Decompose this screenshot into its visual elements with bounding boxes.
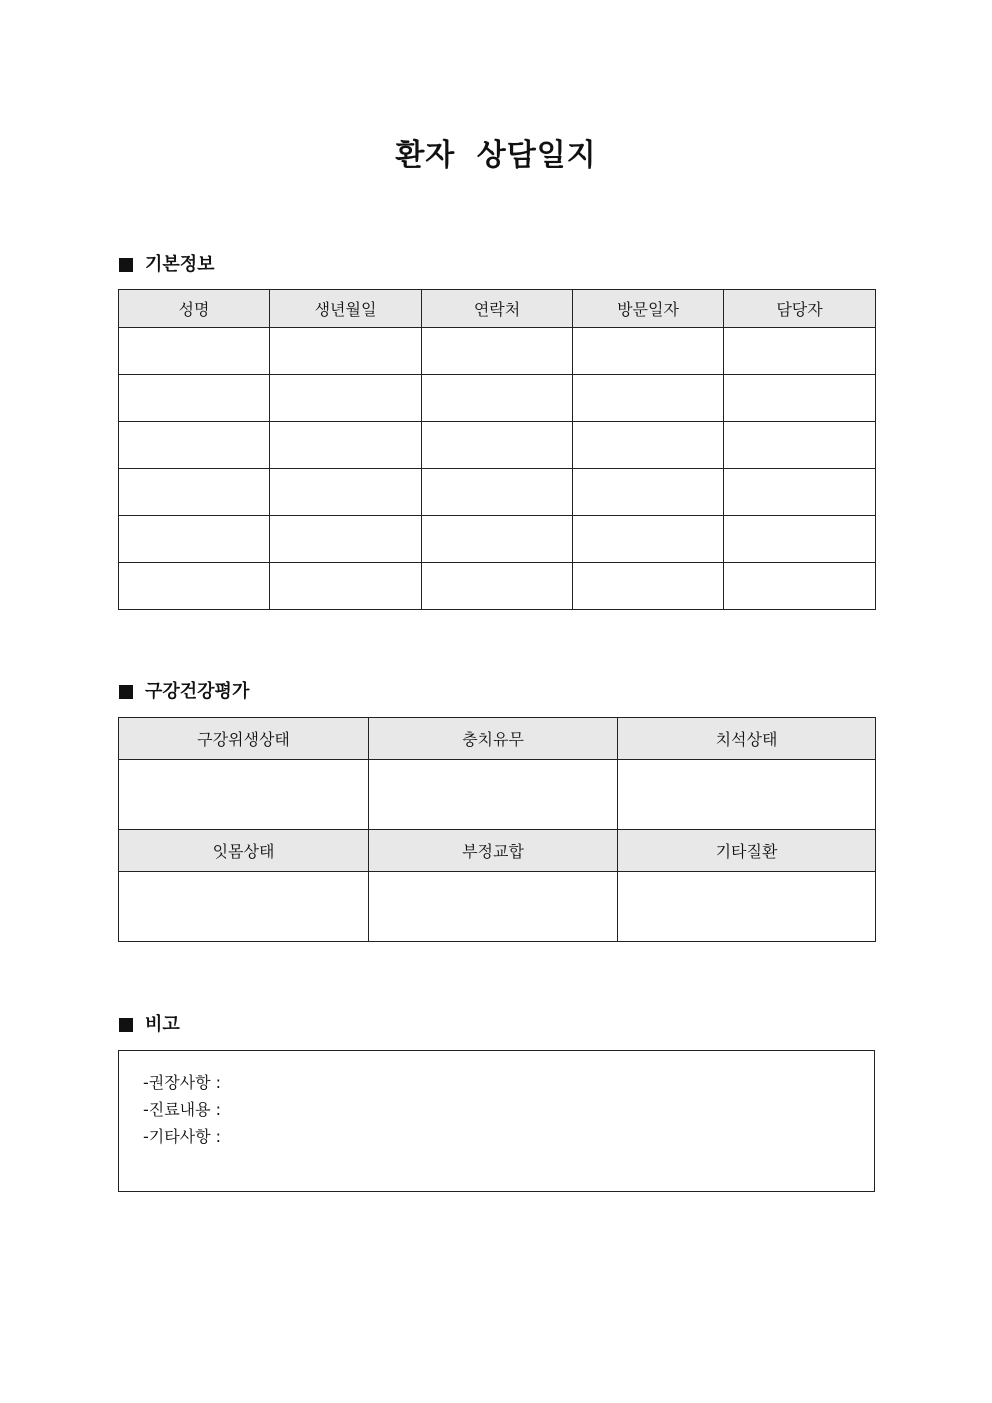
section-heading-label: 기본정보: [145, 254, 215, 275]
table-row: [119, 328, 876, 375]
table-cell[interactable]: [422, 328, 573, 375]
table-cell[interactable]: [573, 375, 724, 422]
section-heading-oral-health: [119, 680, 249, 704]
table-row: [119, 469, 876, 516]
section-heading-label: 비고: [145, 1014, 180, 1035]
table-cell[interactable]: [270, 516, 422, 563]
table-cell[interactable]: [422, 563, 573, 610]
remarks-line-recommendations: -권장사항 :: [143, 1073, 222, 1092]
table-row: [119, 516, 876, 563]
table-cell[interactable]: [119, 760, 369, 830]
table-cell[interactable]: [119, 872, 369, 942]
table-cell[interactable]: [618, 872, 876, 942]
table-row: [119, 422, 876, 469]
table-cell[interactable]: [724, 563, 876, 610]
table-cell[interactable]: [573, 422, 724, 469]
basic-info-table: [118, 289, 876, 610]
remarks-line-other: -기타사항 :: [143, 1127, 222, 1146]
table-cell[interactable]: [573, 516, 724, 563]
table-cell[interactable]: [422, 422, 573, 469]
table-cell[interactable]: [724, 422, 876, 469]
table-row: [119, 872, 876, 942]
table-cell[interactable]: [270, 375, 422, 422]
remarks-line-treatment: -진료내용 :: [143, 1100, 222, 1119]
column-header-tartar: 치석상태: [618, 718, 876, 760]
table-cell[interactable]: [724, 469, 876, 516]
table-header-row: [119, 290, 876, 328]
table-cell[interactable]: [119, 375, 270, 422]
table-cell[interactable]: [422, 375, 573, 422]
column-header-birthdate: 생년월일: [270, 290, 422, 328]
column-header-visit-date: 방문일자: [573, 290, 724, 328]
column-header-malocclusion: 부정교합: [369, 830, 618, 872]
document-title: 환자 상담일지: [395, 138, 597, 173]
square-bullet-icon: [119, 1018, 133, 1032]
table-row: [119, 563, 876, 610]
table-header-row: [119, 718, 876, 760]
table-cell[interactable]: [724, 328, 876, 375]
table-cell[interactable]: [270, 422, 422, 469]
table-cell[interactable]: [369, 760, 618, 830]
square-bullet-icon: [119, 685, 133, 699]
table-cell[interactable]: [573, 328, 724, 375]
section-heading-label: 구강건강평가: [145, 681, 250, 702]
column-header-oral-hygiene: 구강위생상태: [119, 718, 369, 760]
table-cell[interactable]: [724, 516, 876, 563]
table-cell[interactable]: [119, 516, 270, 563]
table-header-row: [119, 830, 876, 872]
table-cell[interactable]: [270, 328, 422, 375]
table-cell[interactable]: [119, 422, 270, 469]
table-cell[interactable]: [618, 760, 876, 830]
remarks-lines: [143, 1069, 221, 1150]
column-header-gums: 잇몸상태: [119, 830, 369, 872]
oral-health-table: [118, 717, 876, 942]
table-cell[interactable]: [573, 469, 724, 516]
column-header-staff: 담당자: [724, 290, 876, 328]
section-heading-remarks: [119, 1013, 180, 1037]
column-header-cavities: 충치유무: [369, 718, 618, 760]
table-cell[interactable]: [422, 516, 573, 563]
table-row: [119, 375, 876, 422]
table-cell[interactable]: [119, 469, 270, 516]
column-header-other-conditions: 기타질환: [618, 830, 876, 872]
table-cell[interactable]: [270, 469, 422, 516]
section-heading-basic-info: [119, 253, 215, 277]
table-cell[interactable]: [422, 469, 573, 516]
column-header-name: 성명: [119, 290, 270, 328]
table-cell[interactable]: [573, 563, 724, 610]
table-cell[interactable]: [119, 328, 270, 375]
table-cell[interactable]: [724, 375, 876, 422]
table-row: [119, 760, 876, 830]
column-header-contact: 연락처: [422, 290, 573, 328]
square-bullet-icon: [119, 258, 133, 272]
table-cell[interactable]: [119, 563, 270, 610]
table-cell[interactable]: [369, 872, 618, 942]
remarks-box[interactable]: [118, 1050, 875, 1192]
table-cell[interactable]: [270, 563, 422, 610]
